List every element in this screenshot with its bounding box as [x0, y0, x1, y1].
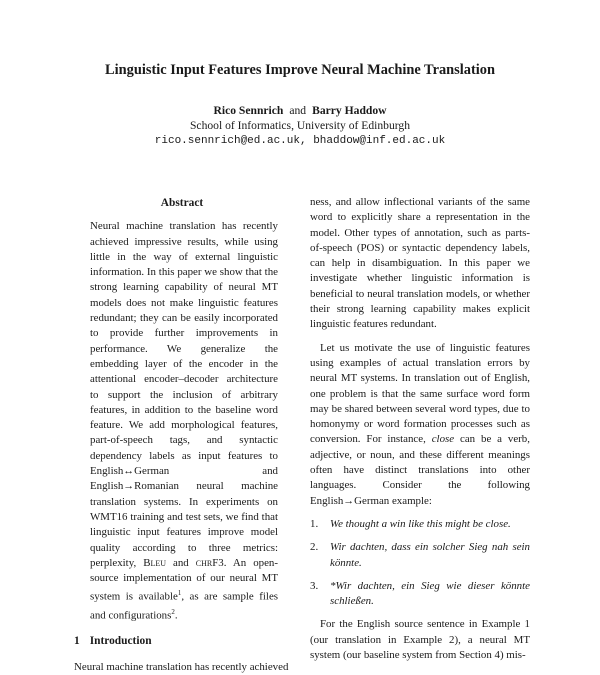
affiliation: School of Informatics, University of Edinburgh [189, 118, 411, 132]
paper-title: Linguistic Input Features Improve Neural Machine Translation [105, 62, 495, 78]
example-text: *Wir dachten, ein Sieg wie dieser könnte schließen. [330, 579, 530, 608]
abstract-body [90, 219, 278, 624]
metric-chrf3: chrF3 [195, 556, 224, 569]
abstract-heading: Abstract [160, 197, 204, 209]
list-item [310, 540, 530, 571]
example-text: Wir dachten, dass ein solcher Sieg nah sein könnte. [330, 541, 530, 569]
list-item [310, 517, 530, 532]
abstract-text-2: . An open-source implementation of our neural MT system is available [90, 556, 278, 604]
example-text: We thought a win like this might be close. [330, 517, 511, 530]
intro-number: 1 [74, 635, 80, 648]
example-list [310, 517, 530, 609]
author-2: Barry Haddow [312, 104, 387, 117]
author-conjunction: and [289, 104, 307, 117]
abstract-text-1: Neural machine translation has recently achieved impressive results, while using little in the way of external linguistic information. In this paper we show that the strong learning capability of neural MT models does not make linguistic features redundant; they can be easily incorporated to provide further improvements in performance. We generalize the embedding layer of the encoder in the attentional encoder–decoder architecture to support the inclusion of arbitrary features, in addition to the baseline word feature. We add morphological features, part-of-speech tags, and syntactic dependency labels as input features to English↔German and English→Romanian neural machine translation systems. In experiments on WMT16 training and test sets, we find that linguistic input features improve model quality according to three metrics: perplexity, [90, 220, 278, 569]
footnote-marker-2: 2 [171, 608, 175, 617]
footnote-marker-1: 1 [177, 589, 182, 598]
example-number: 2. [310, 541, 319, 554]
intro-heading [74, 634, 290, 649]
paragraph-1: ness, and allow inflectional variants of the same word to explicitly share a representation in the model. Other types of annotation, such as parts-of-speech (POS) or syntactic dependency labels, can help in disambiguation. In this paper we investigate whether linguistic information is beneficial to neural translation models, or whether their strong learning capability makes explicit linguistic features redundant. [310, 196, 530, 331]
author-1: Rico Sennrich [213, 104, 284, 117]
paragraph-2 [310, 341, 530, 509]
paragraph-2-text-a: Let us motivate the use of linguistic features using examples of actual translation errors by neural MT systems. In translation out of English, one problem is that the same surface word form may be shared between several word types, due to homonymy or word formation processes such as conversion. For instance, [310, 341, 530, 446]
author-names [0, 104, 600, 119]
paragraph-3: For the English source sentence in Example 1 (our translation in Example 2), a neural MT system (our baseline system from Section 4) mis- [310, 618, 530, 662]
author-block [0, 104, 600, 148]
word-close: close [431, 433, 455, 446]
intro-title: Introduction [89, 635, 152, 648]
list-item [310, 579, 530, 610]
left-column [74, 196, 290, 675]
example-number: 3. [310, 579, 319, 592]
example-number: 1. [310, 517, 319, 530]
metric-bleu: Bleu [143, 556, 167, 569]
abstract-text-4: . [174, 609, 178, 622]
abstract-text-3: , as are sample files and configurations [90, 591, 279, 622]
author-emails: rico.sennrich@ed.ac.uk, bhaddow@inf.ed.ac.uk [154, 134, 446, 147]
paragraph-2-text-b: can be a verb, adjective, or noun, and these different meanings often have distinct translations into other languages. Consider the following English→German example: [310, 433, 530, 507]
abstract-and: and [166, 556, 196, 569]
intro-start: Neural machine translation has recently achieved [74, 660, 289, 673]
